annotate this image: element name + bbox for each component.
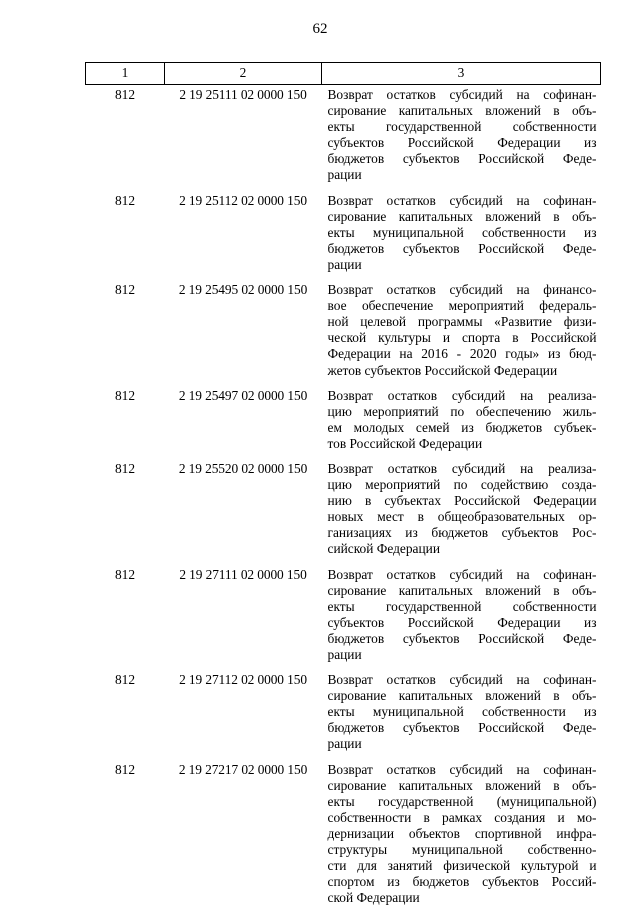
column-header-2: 2 <box>165 63 322 85</box>
income-name-line: рации <box>328 167 597 183</box>
income-name-cell <box>322 672 601 761</box>
income-name-line: сирование капитальных вложений в объ- <box>328 688 597 704</box>
income-name-cell <box>322 567 601 673</box>
income-name-cell <box>322 193 601 282</box>
income-name-line: тов Российской Федерации <box>328 436 597 452</box>
income-name-line: бюджетов субъектов Российской Феде- <box>328 151 597 167</box>
income-code-cell: 2 19 25520 02 0000 150 <box>165 461 322 567</box>
income-name-line: субъектов Российской Федерации из <box>328 615 597 631</box>
income-code-cell: 2 19 27111 02 0000 150 <box>165 567 322 673</box>
income-name-line: цию мероприятий по обеспечению жиль- <box>328 404 597 420</box>
income-name-line: сти для занятий физической культурой и <box>328 858 597 874</box>
income-name-line: цию мероприятий по содействию созда- <box>328 477 597 493</box>
income-name-line: сирование капитальных вложений в объ- <box>328 778 597 794</box>
page-number: 62 <box>0 20 640 38</box>
income-name-line: ческой культуры и спорта в Российской <box>328 330 597 346</box>
income-name-line: ем молодых семей из бюджетов субъек- <box>328 420 597 436</box>
income-name-line: рации <box>328 257 597 273</box>
income-name-line: сирование капитальных вложений в объ- <box>328 103 597 119</box>
income-name-line: сирование капитальных вложений в объ- <box>328 583 597 599</box>
table-row <box>86 388 601 461</box>
table-row <box>86 461 601 567</box>
income-name-line: субъектов Российской Федерации из <box>328 135 597 151</box>
income-name-line: жетов субъектов Российской Федерации <box>328 363 597 379</box>
income-name-line: екты государственной (муниципальной) <box>328 794 597 810</box>
income-name-line: Возврат остатков субсидий на софинан- <box>328 762 597 778</box>
table-header <box>86 63 601 85</box>
income-name-line: бюджетов субъектов Российской Феде- <box>328 241 597 257</box>
income-name-line: новых мест в общеобразовательных ор- <box>328 509 597 525</box>
header-row <box>86 63 601 85</box>
income-name-line: сийской Федерации <box>328 541 597 557</box>
income-name-line: ганизациях из бюджетов субъектов Рос- <box>328 525 597 541</box>
table-body <box>86 85 601 915</box>
income-code-cell: 2 19 25495 02 0000 150 <box>165 282 322 388</box>
admin-code-cell: 812 <box>86 388 165 461</box>
income-code-cell: 2 19 27112 02 0000 150 <box>165 672 322 761</box>
admin-code-cell: 812 <box>86 282 165 388</box>
table-row <box>86 85 601 193</box>
income-name-cell <box>322 388 601 461</box>
table-row <box>86 282 601 388</box>
admin-code-cell: 812 <box>86 461 165 567</box>
income-name-line: Возврат остатков субсидий на реализа- <box>328 388 597 404</box>
income-code-cell: 2 19 25111 02 0000 150 <box>165 85 322 193</box>
income-name-line: рации <box>328 647 597 663</box>
column-header-3: 3 <box>322 63 601 85</box>
income-name-cell <box>322 461 601 567</box>
income-name-line: екты государственной собственности <box>328 599 597 615</box>
income-name-line: структуры муниципальной собственно- <box>328 842 597 858</box>
column-header-1: 1 <box>86 63 165 85</box>
admin-code-cell: 812 <box>86 762 165 915</box>
income-name-line: Возврат остатков субсидий на финансо- <box>328 282 597 298</box>
income-name-line: сирование капитальных вложений в объ- <box>328 209 597 225</box>
income-name-line: екты муниципальной собственности из <box>328 225 597 241</box>
income-name-line: ской Федерации <box>328 890 597 906</box>
income-code-cell: 2 19 25497 02 0000 150 <box>165 388 322 461</box>
income-name-line: бюджетов субъектов Российской Феде- <box>328 631 597 647</box>
income-name-cell <box>322 762 601 915</box>
income-name-line: бюджетов субъектов Российской Феде- <box>328 720 597 736</box>
income-name-line: екты государственной собственности <box>328 119 597 135</box>
table-row <box>86 672 601 761</box>
table-row <box>86 762 601 915</box>
table-row <box>86 567 601 673</box>
income-name-line: рации <box>328 736 597 752</box>
income-name-line: Возврат остатков субсидий на софинан- <box>328 87 597 103</box>
income-name-line: Возврат остатков субсидий на реализа- <box>328 461 597 477</box>
income-name-line: дернизации объектов спортивной инфра- <box>328 826 597 842</box>
income-name-line: екты муниципальной собственности из <box>328 704 597 720</box>
admin-code-cell: 812 <box>86 85 165 193</box>
income-name-line: Возврат остатков субсидий на софинан- <box>328 567 597 583</box>
admin-code-cell: 812 <box>86 567 165 673</box>
income-name-line: спортом из бюджетов субъектов Россий- <box>328 874 597 890</box>
admin-code-cell: 812 <box>86 193 165 282</box>
income-name-cell <box>322 85 601 193</box>
income-name-line: вое обеспечение мероприятий федераль- <box>328 298 597 314</box>
income-name-line: собственности в рамках создания и мо- <box>328 810 597 826</box>
income-code-cell: 2 19 27217 02 0000 150 <box>165 762 322 915</box>
income-name-line: Возврат остатков субсидий на софинан- <box>328 193 597 209</box>
table-row <box>86 193 601 282</box>
income-name-line: Федерации на 2016 - 2020 годы» из бюд- <box>328 346 597 362</box>
admin-code-cell: 812 <box>86 672 165 761</box>
income-name-line: Возврат остатков субсидий на софинан- <box>328 672 597 688</box>
income-name-line: нию в субъектах Российской Федерации <box>328 493 597 509</box>
income-name-cell <box>322 282 601 388</box>
income-code-cell: 2 19 25112 02 0000 150 <box>165 193 322 282</box>
income-codes-table <box>85 62 601 915</box>
income-name-line: ной целевой программы «Развитие физи- <box>328 314 597 330</box>
